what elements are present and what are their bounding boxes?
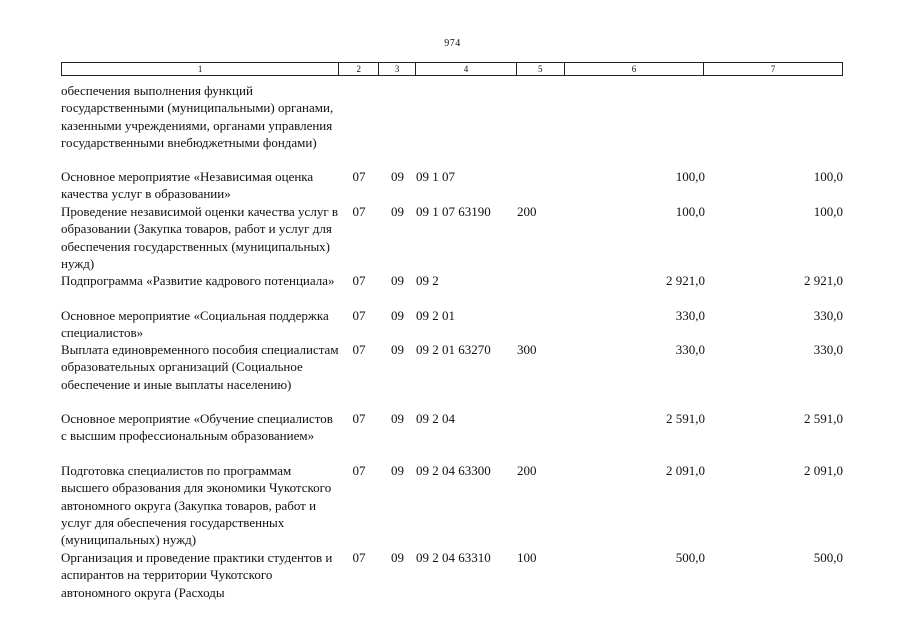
row-name: Основное мероприятие «Социальная поддержка специалистов» (61, 308, 329, 341)
row-name: Подпрограмма «Развитие кадрового потенциала» (61, 273, 335, 288)
row-section: 07 (352, 204, 366, 219)
table-row (61, 168, 843, 203)
row-target-article: 09 2 01 (416, 308, 455, 323)
row-target-article: 09 2 04 63310 (416, 550, 491, 565)
row-subsection: 09 (391, 169, 404, 184)
row-sum-year-2: 2 591,0 (804, 411, 843, 426)
row-section: 07 (352, 273, 366, 288)
row-sum-year-1: 2 591,0 (666, 411, 705, 426)
table-row (61, 307, 843, 341)
row-name: Организация и проведение практики студентов и аспирантов на территории Чукотского автономного округа (Расходы (61, 550, 333, 600)
table-body (61, 82, 843, 601)
row-target-article: 09 2 (416, 273, 439, 288)
row-expense-type (517, 272, 565, 307)
row-subsection: 09 (391, 550, 404, 565)
column-header-7: 7 (770, 64, 776, 74)
row-subsection: 09 (391, 342, 404, 357)
row-sum-year-2: 2 921,0 (804, 273, 843, 288)
row-expense-type (517, 410, 565, 462)
row-subsection (379, 82, 416, 168)
row-section: 07 (352, 411, 366, 426)
column-header-5: 5 (517, 63, 565, 75)
row-target-article: 09 1 07 (416, 169, 455, 184)
row-section: 07 (352, 463, 366, 478)
row-sum-year-1: 100,0 (675, 204, 705, 219)
row-target-article (416, 82, 517, 168)
column-header-4: 4 (416, 63, 517, 75)
row-expense-type (517, 82, 565, 168)
row-expense-type (517, 307, 565, 341)
row-name: Основное мероприятие «Обучение специалистов с высшим профессиональным образованием» (61, 411, 333, 444)
row-subsection: 09 (391, 308, 404, 323)
row-subsection: 09 (391, 204, 404, 219)
row-name: обеспечения выполнения функций государственными (муниципальными) органами, казенными учреждениями, органами управления государственными внебюджетными фондами) (61, 83, 334, 150)
column-header-6: 6 (565, 63, 705, 75)
row-subsection: 09 (391, 273, 404, 288)
row-sum-year-2: 330,0 (813, 342, 843, 357)
row-name: Подготовка специалистов по программам высшего образования для экономики Чукотского автономного округа (Закупка товаров, работ и услуг для обеспечения государственных (муниципальных) нужд) (61, 463, 332, 548)
row-sum-year-1: 330,0 (675, 342, 705, 357)
column-header-1: 1 (62, 63, 339, 75)
row-expense-type: 100 (517, 550, 537, 565)
row-sum-year-1: 2 091,0 (666, 463, 705, 478)
table-row (61, 341, 843, 410)
row-sum-year-1 (565, 82, 705, 168)
row-sum-year-1: 100,0 (675, 169, 705, 184)
row-expense-type: 200 (517, 204, 537, 219)
row-name: Основное мероприятие «Независимая оценка качества услуг в образовании» (61, 169, 314, 202)
table-row (61, 410, 843, 462)
row-section: 07 (352, 550, 366, 565)
row-sum-year-1: 500,0 (675, 550, 705, 565)
row-sum-year-2: 2 091,0 (804, 463, 843, 478)
row-target-article: 09 2 04 (416, 411, 455, 426)
row-sum-year-2: 100,0 (813, 204, 843, 219)
row-sum-year-2: 330,0 (813, 308, 843, 323)
row-subsection: 09 (391, 463, 404, 478)
row-name: Проведение независимой оценки качества услуг в образовании (Закупка товаров, работ и услуг для обеспечения государственных (муниципальных) нужд) (61, 204, 339, 271)
row-target-article: 09 1 07 63190 (416, 204, 491, 219)
table-row (61, 462, 843, 549)
table-row (61, 203, 843, 272)
row-section: 07 (352, 169, 366, 184)
row-target-article: 09 2 04 63300 (416, 463, 491, 478)
row-sum-year-2 (705, 82, 843, 168)
table-row (61, 272, 843, 307)
table-row (61, 82, 843, 168)
row-expense-type (517, 168, 565, 203)
column-header-3: 3 (379, 63, 416, 75)
row-subsection: 09 (391, 411, 404, 426)
row-section: 07 (352, 342, 366, 357)
row-section (339, 82, 379, 168)
row-name: Выплата единовременного пособия специалистам образовательных организаций (Социальное обеспечение и иные выплаты населению) (61, 342, 339, 392)
table-header (61, 62, 843, 76)
row-sum-year-1: 330,0 (675, 308, 705, 323)
row-target-article: 09 2 01 63270 (416, 342, 491, 357)
page-number: 974 (444, 38, 461, 49)
column-header-2: 2 (339, 63, 379, 75)
row-sum-year-2: 100,0 (813, 169, 843, 184)
row-expense-type: 300 (517, 342, 537, 357)
table-row (61, 549, 843, 601)
row-sum-year-2: 500,0 (813, 550, 843, 565)
row-sum-year-1: 2 921,0 (666, 273, 705, 288)
row-section: 07 (352, 308, 366, 323)
row-expense-type: 200 (517, 463, 537, 478)
